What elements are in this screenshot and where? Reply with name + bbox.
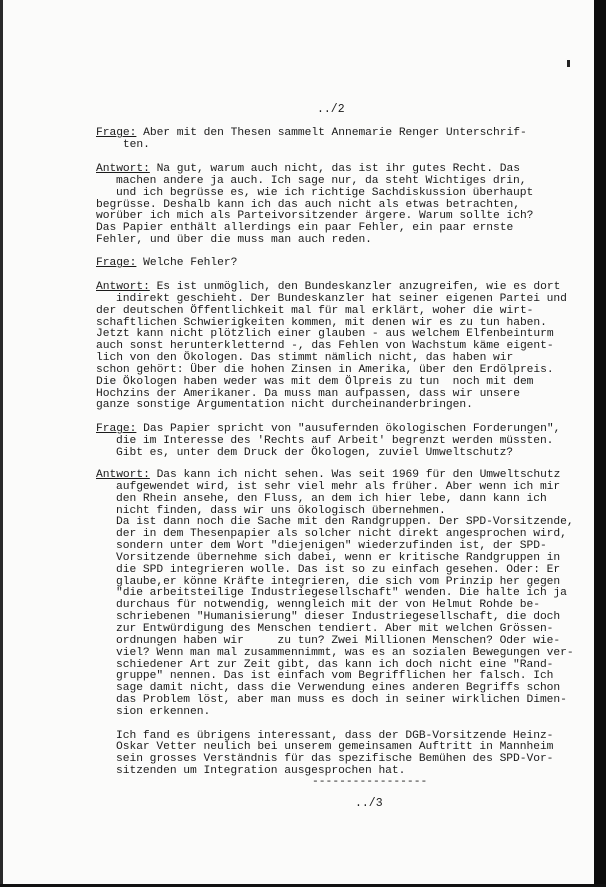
text-line: Da ist dann noch die Sache mit den Randgruppen. Der SPD-Vorsitzende, — [116, 516, 574, 529]
text-line: sein grosses Verständnis für das spezifische Bemühen des SPD-Vor- — [116, 753, 554, 766]
text-line: Gibt es, unter dem Druck der Ökologen, zuviel Umweltschutz? — [116, 446, 514, 459]
text-line: Oskar Vetter neulich bei unserem gemeinsamen Auftritt in Mannheim — [116, 741, 554, 754]
scan-edge-left — [0, 0, 3, 887]
text-line: Antwort: Na gut, warum auch nicht, das ist ihr gutes Recht. Das — [96, 163, 520, 175]
interview-block-question-1 — [96, 128, 576, 152]
text-line: zur Entwürdigung des Menschen tendiert. Aber mit welchen Grössen- — [116, 622, 554, 635]
text-line: ordnungen haben wir zu tun? Zwei Millionen Menschen? Oder wie- — [116, 634, 561, 647]
text-line: das Problem löst, aber man muss es doch in seiner wirklichen Dimen- — [116, 694, 567, 707]
speaker-label: Frage: — [96, 423, 137, 435]
text-line: durchaus für notwendig, wenngleich mit der von Helmut Rohde be- — [116, 599, 540, 612]
text-line: "die arbeitsteilige Industriegesellschaft" wenden. Die halte ich ja — [116, 587, 567, 600]
text-line: schriebenen "Humanisierung" dieser Industriegesellschaft, die doch — [116, 611, 561, 624]
separator-line: ----------------- — [312, 776, 428, 788]
interview-block-answer-3 — [96, 470, 576, 778]
text-line: Jetzt kann nicht plötzlich einer glauben - aus welchem Elfenbeinturm — [96, 328, 554, 341]
bottom-page-number: ../3 — [355, 797, 383, 810]
interview-block-answer-2 — [96, 282, 576, 412]
text-line: Frage: Welche Fehler? — [96, 257, 238, 269]
text-line: Vorsitzende übernehme sich dabei, wenn er kritische Randgruppen in — [116, 551, 561, 564]
text-line: Fehler, und über die muss man auch reden. — [96, 234, 372, 247]
speaker-label: Frage: — [96, 257, 137, 269]
text-line: sion erkennen. — [116, 705, 211, 718]
text-line: aufgewendet wird, ist sehr viel mehr als früher. Aber wenn ich mir — [116, 480, 561, 493]
text-line: Ich fand es übrigens interessant, dass der DGB-Vorsitzende Heinz- — [116, 729, 554, 742]
text-line: machen andere ja auch. Ich sage nur, da steht Wichtiges drin, — [116, 174, 527, 187]
text-line: Das Papier enthält allerdings ein paar Fehler, ein paar ernste — [96, 222, 514, 235]
text-line: sitzenden um Integration ausgesprochen hat. — [116, 765, 406, 778]
speaker-label: Antwort: — [96, 163, 150, 175]
text-line: ten. — [96, 138, 150, 151]
interview-block-question-2 — [96, 258, 576, 270]
text-line: lich von den Ökologen. Das stimmt nämlich nicht, das haben wir — [96, 352, 514, 365]
interview-block-answer-1 — [96, 164, 576, 247]
text-line: worüber ich mich als Parteivorsitzender ärgere. Warum sollte ich? — [96, 210, 534, 223]
text-line: viel? Wenn man mal zusammennimmt, was es an sozialen Bewegungen ver- — [116, 646, 574, 659]
text-line: Antwort: Das kann ich nicht sehen. Was seit 1969 für den Umweltschutz — [96, 469, 561, 481]
text-line: glaube,er könne Kräfte integrieren, die sich vom Prinzip her gegen — [116, 575, 561, 588]
scan-mark — [567, 60, 570, 67]
text-line: sage damit nicht, dass die Verwendung eines anderen Begriffs schon — [116, 682, 561, 695]
speaker-label: Antwort: — [96, 281, 150, 293]
text-line: indirekt geschieht. Der Bundeskanzler hat seiner eigenen Partei und — [116, 292, 567, 305]
text-line: Antwort: Es ist unmöglich, den Bundeskanzler anzugreifen, wie es dort — [96, 281, 561, 293]
text-line: schaftlichen Schwierigkeiten kommen, mit denen wir es zu tun haben. — [96, 316, 547, 329]
text-line: Hochzins der Amerikaner. Da muss man aufpassen, dass wir unsere — [96, 387, 520, 400]
text-line: den Rhein ansehe, den Fluss, an dem ich hier lebe, dann kann ich — [116, 492, 547, 505]
scan-edge-right — [594, 0, 606, 887]
text-line: begrüsse. Deshalb kann ich das auch nicht als etwas betrachten, — [96, 198, 520, 211]
text-line: sondern unter dem Wort "diejenigen" wiederzufinden ist, der SPD- — [116, 540, 547, 553]
text-line: die SPD integrieren wolle. Das ist so zu einfach gesehen. Oder: Er — [116, 563, 561, 576]
text-line: ganze sonstige Argumentation nicht durcheinanderbringen. — [96, 399, 473, 412]
top-page-number: ../2 — [317, 103, 345, 116]
text-line: gruppe" nennen. Das ist einfach vom Begrifflichen her falsch. Ich — [116, 670, 554, 683]
text-line — [96, 719, 576, 731]
text-line: die im Interesse des 'Rechts auf Arbeit' begrenzt werden müssten. — [116, 434, 554, 447]
text-line: Frage: Das Papier spricht von "ausufernden ökologischen Forderungen", — [96, 423, 561, 435]
speaker-label: Antwort: — [96, 469, 150, 481]
text-line: schiedener Art zur Zeit gibt, das kann ich doch nicht eine "Rand- — [116, 658, 554, 671]
speaker-label: Frage: — [96, 127, 137, 139]
text-line: nicht finden, dass wir uns ökologisch übernehmen. — [116, 504, 446, 517]
text-line: schon gehört: Über die hohen Zinsen in Amerika, über den Erdölpreis. — [96, 363, 554, 376]
text-line: der in dem Thesenpapier als solcher nicht direkt angesprochen wird, — [116, 528, 567, 541]
text-line: der deutschen Öffentlichkeit mal für mal erklärt, woher die wirt- — [96, 304, 534, 317]
text-line: Die Ökologen haben weder was mit dem Ölpreis zu tun noch mit dem — [96, 375, 534, 388]
text-line: Frage: Aber mit den Thesen sammelt Annemarie Renger Unterschrif- — [96, 127, 527, 139]
text-line: und ich begrüsse es, wie ich richtige Sachdiskussion überhaupt — [116, 186, 534, 199]
text-line: auch sonst herunterkletternd -, das Fehlen von Wachstum käme eigent- — [96, 340, 554, 353]
interview-block-question-3 — [96, 424, 576, 460]
